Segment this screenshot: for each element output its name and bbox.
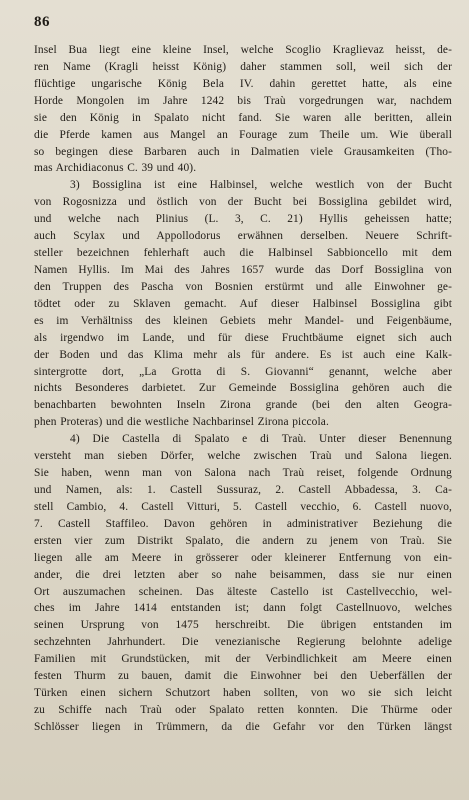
text-line: ches im Jahre 1414 entstanden ist; dann folgt Castellnuovo, welches: [34, 602, 452, 615]
text-line: Türken einen sichern Schutzort haben sollten, von wo sie sich leicht: [34, 687, 452, 700]
text-line: 3) Bossiglina ist eine Halbinsel, welche westlich von der Bucht: [70, 179, 452, 192]
text-line: 7. Castell Staffileo. Davon gehören in administrativer Beziehung die: [34, 517, 452, 530]
text-line: ersten vier zum Distrikt Spalato, die andern zu jenem von Traù. Sie: [34, 534, 452, 547]
text-line: als irgendwo im Lande, und für diese Fruchtbäume eignet sich auch: [34, 331, 452, 344]
text-line: versteht man sieben Dörfer, welche zwischen Traù und Salona liegen.: [34, 450, 452, 463]
text-line: seinen Ursprung von 1475 herschreibt. Die übrigen entstanden im: [34, 619, 452, 632]
text-line: stell Cambio, 4. Castell Vitturi, 5. Castell vecchio, 6. Castell nuovo,: [34, 500, 452, 513]
text-line: es im Verhältniss des kleinen Gebiets mehr Mandel- und Feigenbäume,: [34, 314, 452, 327]
text-line: phen Proteras) und die westliche Nachbarinsel Zirona piccola.: [34, 416, 329, 429]
text-line: sintergrotte dort, „La Grotta di S. Giovanni“ genannt, welche aber: [34, 365, 452, 378]
text-line: ren Name (Kragli heisst König) daher stammen soll, weil sich der: [34, 60, 452, 73]
text-line: Familien mit Grundstücken, mit der Verbindlichkeit am Meere einen: [34, 653, 452, 666]
text-line: benachbarten bewohnten Inseln Zirona grande (bei den alten Geogra-: [34, 399, 452, 412]
text-line: Sie haben, wenn man von Salona nach Traù reiset, folgende Ordnung: [34, 467, 452, 480]
text-line: und Namen, als: 1. Castell Sussuraz, 2. Castell Abbadessa, 3. Ca-: [34, 483, 452, 496]
text-line: flüchtige ungarische König Bela IV. dahin gerettet hatte, als eine: [34, 77, 452, 90]
text-line: festen Thurm zu bauen, damit die Einwohner bei den Ueberfällen der: [34, 670, 452, 683]
text-line: Ort auszumachen scheinen. Das älteste Castello ist Castellvecchio, wel-: [34, 585, 452, 598]
page-number: 86: [34, 14, 50, 30]
text-line: der Boden und das Klima mehr als für andere. Es ist auch eine Kalk-: [34, 348, 452, 361]
text-line: ander, die drei letzten aber so nahe beisammen, dass sie nur einen: [34, 568, 452, 581]
page-body-text: [34, 42, 452, 736]
text-line: tödtet oder zu Sklaven gemacht. Auf dieser Halbinsel Bossiglina gibt: [34, 297, 452, 310]
text-line: zu Schiffe nach Traù oder Spalato retten konnten. Die Thürme oder: [34, 703, 452, 716]
text-line: Schlösser liegen in Trümmern, da die Gefahr vor den Türken längst: [34, 720, 452, 733]
text-line: von Rogosnizza und östlich von der Bucht bei Bossiglina gebildet wird,: [34, 196, 452, 209]
text-line: sechzehnten Jahrhundert. Die venezianische Regierung belohnte adelige: [34, 636, 452, 649]
text-line: Horde Mongolen im Jahre 1242 bis Traù vorgedrungen war, nachdem: [34, 94, 452, 107]
text-line: und welche nach Plinius (L. 3, C. 21) Hyllis geheissen hatte;: [34, 213, 452, 226]
text-line: 4) Die Castella di Spalato e di Traù. Unter dieser Benennung: [70, 433, 452, 446]
text-line: auch Scylax und Appollodorus erwähnen derselben. Neuere Schrift-: [34, 230, 452, 243]
text-line: Namen Hyllis. Im Mai des Jahres 1657 wurde das Dorf Bossiglina von: [34, 263, 452, 276]
text-line: mas Archidiaconus C. 39 und 40).: [34, 162, 197, 175]
text-line: so begingen diese Barbaren auch in Dalmatien viele Grausamkeiten (Tho-: [34, 145, 452, 158]
text-line: sie den König in Spalato nicht fand. Sie waren alle beritten, allein: [34, 111, 452, 124]
text-line: die Pferde kamen aus Mangel an Fourage zum Theile um. Wie überall: [34, 128, 452, 141]
text-line: den Truppen des Pascha von Bosnien erstürmt und alle Einwohner ge-: [34, 280, 452, 293]
text-line: Insel Bua liegt eine kleine Insel, welche Scoglio Kraglievaz heisst, de-: [34, 44, 452, 56]
text-line: liegen alle am Meere in grösserer oder kleinerer Entfernung von ein-: [34, 551, 452, 564]
text-line: nichts Besonderes darbietet. Zur Gemeinde Bossiglina gehören auch die: [34, 382, 452, 395]
text-line: steller bezeichnen fehlerhaft auch die Halbinsel Sabbioncello mit dem: [34, 247, 452, 260]
